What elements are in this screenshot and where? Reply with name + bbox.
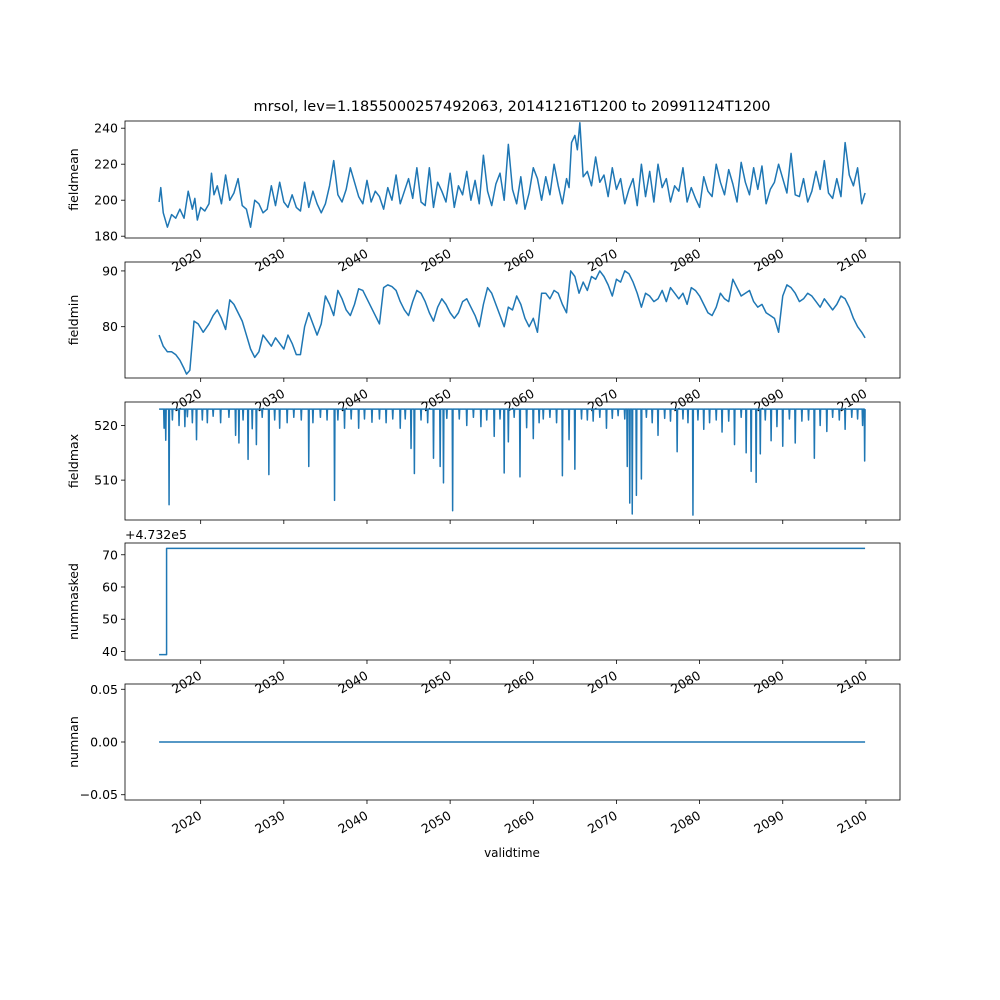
x-tick-label: 2030 xyxy=(252,807,288,837)
x-tick-label: 2020 xyxy=(169,245,205,275)
y-tick-label: 50 xyxy=(102,611,118,627)
x-tick-label: 2100 xyxy=(834,245,870,275)
x-tick-label: 2080 xyxy=(668,667,704,697)
y-tick-label: 60 xyxy=(102,579,118,595)
x-tick-label: 2030 xyxy=(252,385,288,415)
x-tick-label: 2080 xyxy=(668,807,704,837)
x-tick-label: 2050 xyxy=(418,385,454,415)
y-axis-label: fieldmean xyxy=(66,148,81,211)
x-tick-label: 2060 xyxy=(501,807,537,837)
x-tick-label: 2020 xyxy=(169,667,205,697)
x-tick-label: 2030 xyxy=(252,667,288,697)
x-tick-label: 2040 xyxy=(335,807,371,837)
x-tick-label: 2040 xyxy=(335,245,371,275)
y-tick-label: 510 xyxy=(94,472,118,488)
x-tick-label: 2050 xyxy=(418,667,454,697)
y-tick-label: 200 xyxy=(94,192,118,208)
x-tick-label: 2080 xyxy=(668,385,704,415)
y-tick-label: 180 xyxy=(94,228,118,244)
x-tick-label: 2020 xyxy=(169,385,205,415)
x-tick-label: 2070 xyxy=(584,385,620,415)
x-tick-label: 2090 xyxy=(751,245,787,275)
y-tick-label: 520 xyxy=(94,417,118,433)
y-tick-label: 90 xyxy=(102,263,118,279)
x-tick-label: 2060 xyxy=(501,245,537,275)
figure-title: mrsol, lev=1.1855000257492063, 20141216T1200 to 20991124T1200 xyxy=(253,99,771,115)
x-tick-label: 2040 xyxy=(335,667,371,697)
y-tick-label: −0.05 xyxy=(79,787,118,803)
x-tick-label: 2100 xyxy=(834,667,870,697)
x-tick-label: 2040 xyxy=(335,385,371,415)
y-axis-label: fieldmax xyxy=(66,433,81,489)
y-tick-label: 70 xyxy=(102,547,118,563)
y-axis-label: fieldmin xyxy=(66,294,81,346)
y-tick-label: 240 xyxy=(94,120,118,136)
x-tick-label: 2090 xyxy=(751,385,787,415)
x-tick-label: 2100 xyxy=(834,807,870,837)
x-tick-label: 2020 xyxy=(169,807,205,837)
x-tick-label: 2070 xyxy=(584,807,620,837)
x-tick-label: 2060 xyxy=(501,385,537,415)
x-tick-label: 2100 xyxy=(834,385,870,415)
x-tick-label: 2060 xyxy=(501,667,537,697)
x-tick-label: 2050 xyxy=(418,245,454,275)
y-axis-label: nummasked xyxy=(66,563,81,640)
x-tick-label: 2090 xyxy=(751,807,787,837)
x-tick-label: 2080 xyxy=(668,245,704,275)
y-tick-label: 80 xyxy=(102,319,118,335)
offset-text: +4.732e5 xyxy=(125,527,187,542)
x-axis-label: validtime xyxy=(484,846,540,860)
x-tick-label: 2070 xyxy=(584,245,620,275)
y-tick-label: 0.00 xyxy=(90,734,118,750)
x-tick-label: 2050 xyxy=(418,807,454,837)
y-tick-label: 40 xyxy=(102,643,118,659)
y-axis-label: numnan xyxy=(66,716,81,768)
y-tick-label: 220 xyxy=(94,156,118,172)
y-tick-label: 0.05 xyxy=(90,681,118,697)
x-tick-label: 2070 xyxy=(584,667,620,697)
x-tick-label: 2030 xyxy=(252,245,288,275)
x-tick-label: 2090 xyxy=(751,667,787,697)
